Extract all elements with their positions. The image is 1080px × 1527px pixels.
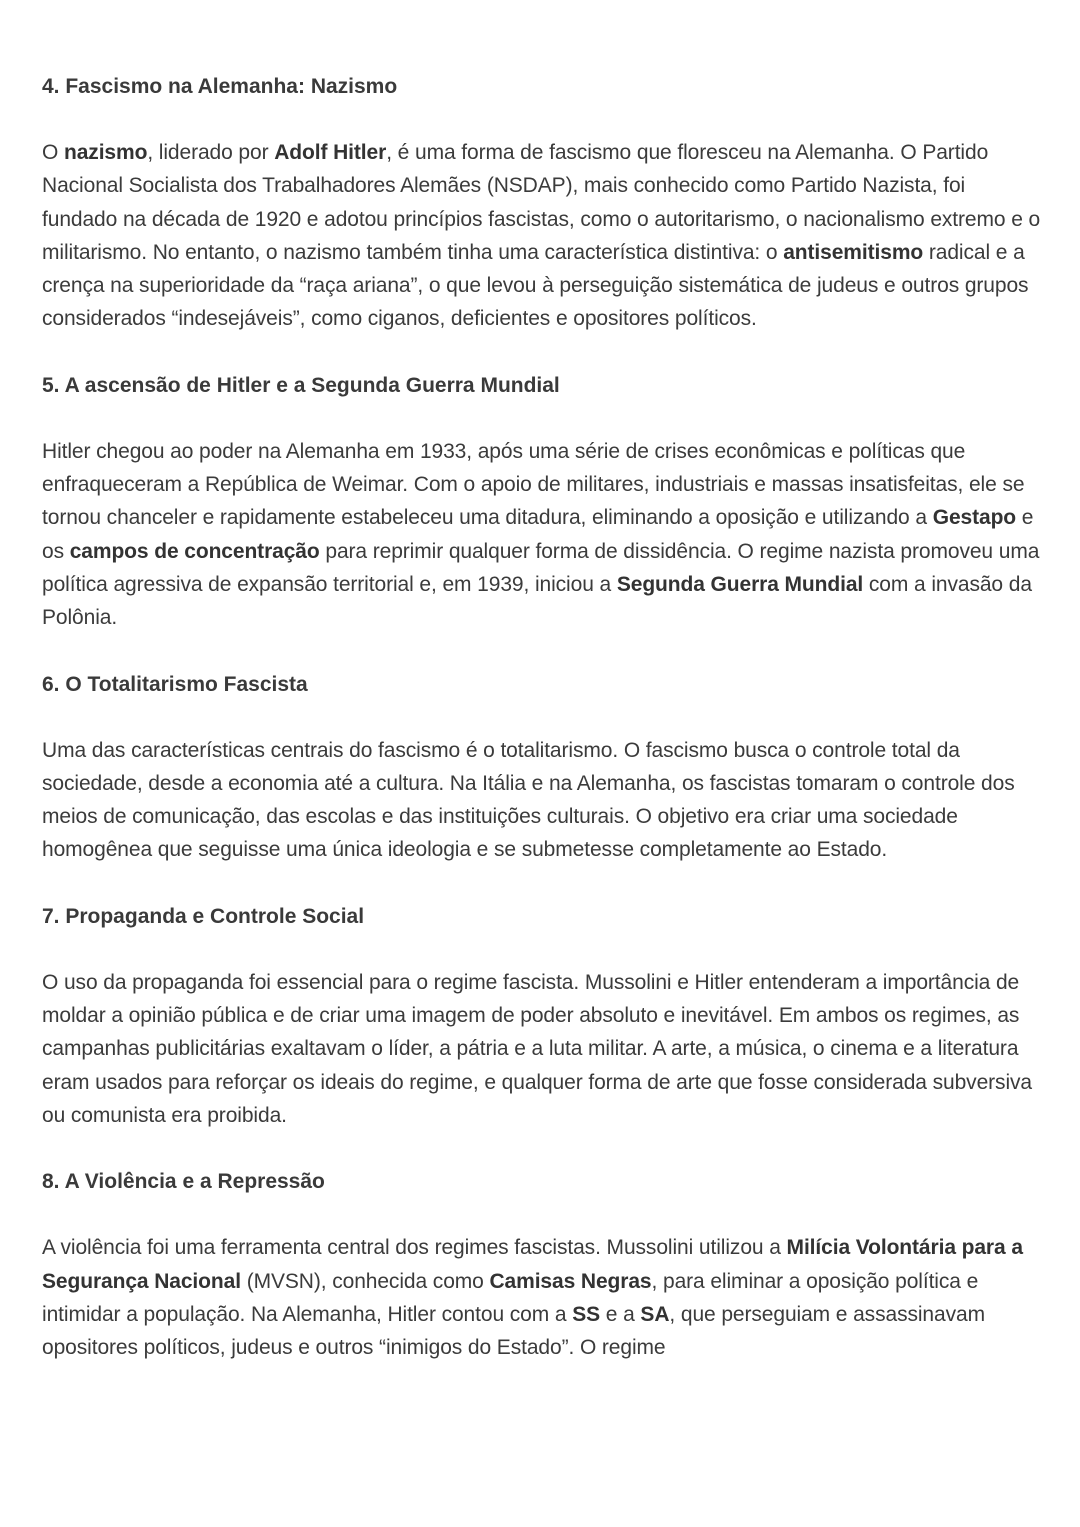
section-totalitarismo xyxy=(42,668,1042,867)
bold-term: Gestapo xyxy=(932,506,1017,530)
text-run: A violência foi uma ferramenta central dos regimes fascistas. Mussolini utilizou a xyxy=(42,1236,787,1260)
bold-term: Adolf Hitler xyxy=(274,141,387,164)
text-run: O xyxy=(42,141,64,164)
text-run: e a xyxy=(600,1302,641,1326)
section-violencia xyxy=(42,1165,1042,1364)
section-propaganda xyxy=(42,900,1042,1132)
text-run: para reprimir qualquer forma de dissidência. O regime nazista promoveu uma política agressiva de expansão territorial e, em 1939, iniciou a xyxy=(42,539,1040,596)
section-paragraph xyxy=(42,1231,1042,1364)
text-run: , é uma forma de fascismo que floresceu na Alemanha. O Partido Nacional Socialista dos Trabalhadores Alemães (NSDAP), mais conhecido como Partido Nazista, foi fundado na década de 1920 e adotou princípios fascistas, como o autoritarismo, o nacionalismo extremo e o militarismo. No entanto, o nazismo também tinha uma característica distintiva: o xyxy=(42,141,1041,264)
text-run: radical e a crença na superioridade da “raça ariana”, o que levou à perseguição sistemática de judeus e outros grupos considerados “indesejáveis”, como ciganos, deficientes e opositores políticos. xyxy=(42,240,1029,331)
bold-term: Segunda Guerra Mundial xyxy=(616,572,864,596)
section-heading: 7. Propaganda e Controle Social xyxy=(42,904,365,928)
section-nazismo xyxy=(42,70,1042,336)
text-run: , para eliminar a oposição política e intimidar a população. Na Alemanha, Hitler contou com a xyxy=(42,1269,979,1326)
bold-term: Milícia Volontária para a Segurança Nacional xyxy=(42,1236,1023,1293)
text-run: , liderado por xyxy=(147,141,275,164)
section-heading: 5. A ascensão de Hitler e a Segunda Guerra Mundial xyxy=(42,373,560,397)
text-run: , que perseguiam e assassinavam opositores políticos, judeus e outros “inimigos do Estado”. O regime xyxy=(42,1302,985,1360)
bold-term: antisemitismo xyxy=(783,240,924,264)
text-run: Hitler chegou ao poder na Alemanha em 1933, após uma série de crises econômicas e políticas que enfraqueceram a República de Weimar. Com o apoio de militares, industriais e massas insatisfeitas, ele se tornou chanceler e rapidamente estabeleceu uma ditadura, eliminando a oposição e utilizando a xyxy=(42,439,1025,530)
bold-term: campos de concentração xyxy=(69,539,320,563)
bold-term: SA xyxy=(640,1302,670,1326)
document-body xyxy=(42,70,1042,1397)
bold-term: SS xyxy=(572,1302,601,1326)
text-run: com a invasão da Polônia. xyxy=(42,572,1032,630)
text-run: O uso da propaganda foi essencial para o regime fascista. Mussolini e Hitler entenderam a importância de moldar a opinião pública e de criar uma imagem de poder absoluto e inevitável. Em ambos os regimes, as campanhas publicitárias exaltavam o líder, a pátria e a luta militar. A arte, a música, o cinema e a literatura eram usados para reforçar os ideais do regime, e qualquer forma de arte que fosse considerada subversiva ou comunista era proibida. xyxy=(42,970,1032,1127)
section-heading: 6. O Totalitarismo Fascista xyxy=(42,672,308,696)
section-paragraph xyxy=(42,136,1042,336)
section-heading: 4. Fascismo na Alemanha: Nazismo xyxy=(42,75,398,98)
text-run: e os xyxy=(42,506,1034,563)
section-ascensao-hitler xyxy=(42,369,1042,635)
bold-term: Camisas Negras xyxy=(489,1269,652,1293)
text-run: (MVSN), conhecida como xyxy=(240,1269,490,1293)
text-run: Uma das características centrais do fascismo é o totalitarismo. O fascismo busca o controle total da sociedade, desde a economia até a cultura. Na Itália e na Alemanha, os fascistas tomaram o controle dos meios de comunicação, das escolas e das instituições culturais. O objetivo era criar uma sociedade homogênea que seguisse uma única ideologia e se submetesse completamente ao Estado. xyxy=(42,738,1015,862)
bold-term: nazismo xyxy=(63,141,148,164)
section-heading: 8. A Violência e a Repressão xyxy=(42,1170,325,1194)
section-paragraph xyxy=(42,966,1042,1132)
section-paragraph xyxy=(42,734,1042,867)
section-paragraph xyxy=(42,435,1042,635)
